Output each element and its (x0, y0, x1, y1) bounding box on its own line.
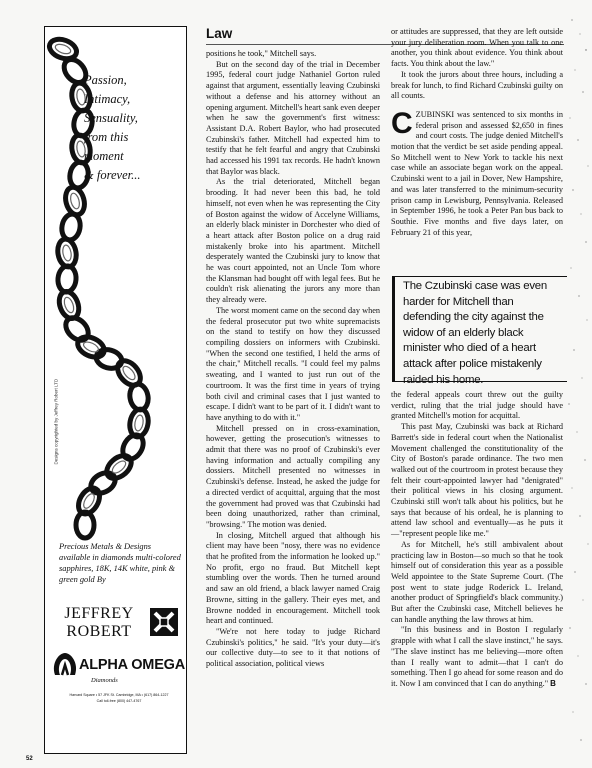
ad-script-text (59, 541, 183, 585)
paragraph: This past May, Czubinski was back at Richard Barrett's side in federal court when the Nationalist Movement challenged the constitutionality of the City of Boston's parade ordinance. The two men walked out of the courtroom in protest because they felt their court-appointed lawyer had "denigrated" their political views in his closing argument. Czubinski still won't talk about his politics, but he says that because of his ordeal, he is planning to attend law school and eventually—as he puts it—"represent people like me." (391, 422, 563, 539)
paragraph: The worst moment came on the second day when the federal prosecutor put two white supremacists on the stand to testify on how they discussed compiling dossiers on informers with Czubinski. "When the second one testified, I held the arms of the chair," Mitchell recalls. "I could feel my palms sweating, and I wanted to just run out of the courtroom. It was the first time in years of trying both civil and criminal cases that I just wanted to escape. I didn't want to be part of it. I didn't want to have anything to do with it." (206, 305, 380, 422)
ad-poem-line: Sensuality, (84, 111, 138, 125)
paragraph: "We're not here today to judge Richard Czubinski's politics," he said. "It's your duty—it's our collective duty—to see to it that notions of political association, political views (206, 626, 380, 669)
paragraph: As for Mitchell, he's still ambivalent about practicing law in Boston—so much so that he took himself out of consideration this year as a possible Weld appointee to the State Supreme Court. (The post went to state judge Roderick L. Ireland, another product of Springfield's black community.) But after the Czubinski case, Mitchell believes he can handle anything the law throws at him. (391, 539, 563, 624)
scan-noise-decoration (566, 0, 592, 768)
store-address: Harvard Square • 57 JFK St. Cambridge, MA • (617) 864-1227 (69, 693, 169, 697)
ad-poem-line: Intimacy, (84, 92, 131, 106)
article-column-2 (391, 27, 563, 238)
ad-poem-line: Passion, (84, 73, 127, 87)
ad-poem-line: from this (84, 130, 129, 144)
store-name: ALPHA OMEGA (79, 657, 186, 673)
paragraph: But on the second day of the trial in December 1995, federal court judge Nathaniel Gorton ruled against that argument, essentially leaving Czubinski without a defense and his attorney without an opening argument. Mitchell's heart sank even deeper when he saw the government's first witness: Assistant D.A. Robert Baylor, who had prosecuted Czubinski's father. Mitchell had expected him to testify that he felt fearful and angry that Czubinski had accessed his 1991 tax records. He hadn't known that Baylor was black. (206, 59, 380, 176)
paragraph: Mitchell pressed on in cross-examination, however, getting the prosecution's witnesses to admit that there was no proof of Czubinski's ever having information and actually compiling any dossiers. Mitchell presented no witnesses in Czubinski's defense. Instead, he asked the judge for a directed verdict of acquittal, arguing that the most the government had proved was that Czubinski had been doing unauthorized, rather than criminal, "browsing." The motion was denied. (206, 423, 380, 529)
store-subtitle: Diamonds (91, 677, 118, 684)
ad-poem (84, 71, 180, 185)
brand-name (51, 605, 147, 641)
section-title: Law (206, 26, 233, 41)
paragraph (391, 625, 563, 689)
ad-poem-line: & forever... (84, 168, 141, 182)
alpha-omega-logo-icon (51, 651, 79, 677)
jeffrey-robert-logo-icon (149, 607, 179, 637)
ad-script-line: sapphires, 18K, 14K white, pink & (59, 564, 176, 573)
article-column-1 (206, 49, 380, 670)
brand-line: JEFFREY (64, 605, 134, 622)
jewelry-advertisement (44, 26, 187, 754)
ad-copyright: Designs copyrighted by Jeffrey Robert LTD (53, 378, 59, 465)
ad-script-line: Precious Metals & Designs (59, 542, 152, 551)
paragraph: In closing, Mitchell argued that although his client may have been "nosy, there was no evidence that he profited from the information he looked up." No profit, ergo no fraud. But Mitchell kept stumbling over the words. Then he turned around and saw an old friend, a black lawyer named Craig Browne, sitting in the gallery. Their eyes met, and Browne nodded in encouragement. Mitchell took heart and continued. (206, 530, 380, 626)
page-number: 52 (26, 756, 33, 762)
drop-cap: C (391, 106, 413, 140)
paragraph: positions he took," Mitchell says. (206, 49, 317, 58)
article-column-2-continued (391, 390, 563, 690)
end-mark: B (550, 678, 556, 688)
paragraph-text: "In this business and in Boston I regularly grapple with what I call the slave instinct," he says. "The slave instinct has me believing—more often than I really want to admit—that I can't do something. Then I go ahead for some reason and do it. Now I am convinced that I can do anything." (391, 625, 563, 688)
paragraph: or attitudes are suppressed, that they are left outside your jury deliberation room. When you talk to one another, you think about evidence. You think about facts. You think about the law." (391, 27, 563, 69)
paragraph: As the trial deteriorated, Mitchell began brooding. It had never been this bad, he told himself, not even when he was representing the City of Boston against the widow of Accelyne Williams, an elderly black minister in Dorchester who died of a heart attack after Boston police on a drug raid mistakenly broke into his apartment. Mitchell desperately wanted the Czubinski jury to know that he was court appointed, not an Uncle Tom whore the Klansman had bought off with legal fees. But he couldn't risk alienating the jurors any more than they already were. (206, 177, 380, 305)
paragraph: It took the jurors about three hours, including a break for lunch, to find Richard Czubinski guilty on all counts. (391, 69, 563, 101)
pull-quote: The Czubinski case was even harder for Mitchell than defending the city against the widow of an elderly black minister who died of a heart attack after police mistakenly raided his home. (392, 276, 567, 382)
drop-cap-paragraph (391, 106, 563, 238)
ad-script-line: available in diamonds multi-colored (59, 553, 181, 562)
paragraph: the federal appeals court threw out the guilty verdict, ruling that the trial judge should have granted Mitchell's motion for acquittal. (391, 390, 563, 421)
ad-script-line: green gold By (59, 575, 106, 584)
ad-poem-line: moment (84, 149, 124, 163)
store-phone: Call toll-free (800) 447-4767 (96, 699, 142, 703)
brand-line: ROBERT (66, 623, 132, 640)
drop-cap-paragraph-text: ZUBINSKI was sentenced to six months in federal prison and assessed $2,650 in fines and court costs. The judge denied Mitchell's motion that the verdict be set aside pending appeal. So Mitchell went to New York to tackle his next case while an associate began work on the appeal. Czubinski went to a jail in Dover, New Hampshire, and was later transferred to the minimum-security prison camp in Lewisburg, Pennsylvania. Released in September 1996, he took a Peter Pan bus back to Southie. Five months and five days later, on February 21 of this year, (391, 109, 563, 237)
